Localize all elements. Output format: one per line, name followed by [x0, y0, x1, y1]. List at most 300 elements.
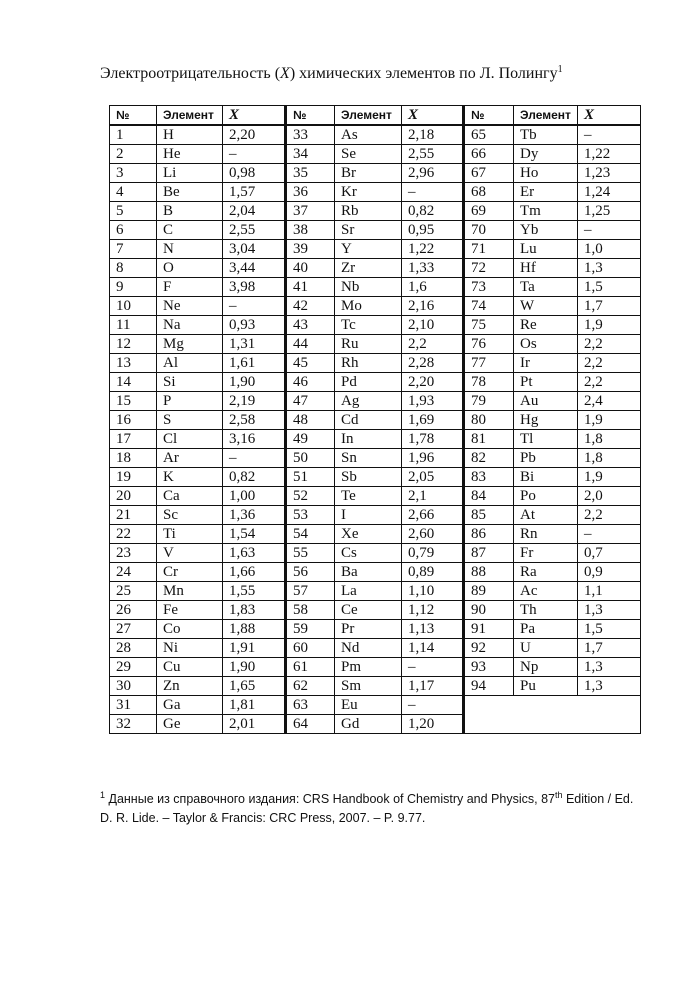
element-electronegativity: 0,89	[402, 563, 464, 582]
element-symbol: Os	[514, 335, 578, 354]
element-symbol: Pd	[335, 373, 402, 392]
element-symbol: Ga	[157, 696, 223, 715]
element-electronegativity: 2,55	[402, 145, 464, 164]
element-number: 82	[464, 449, 514, 468]
table-row	[110, 125, 641, 145]
element-symbol: Kr	[335, 183, 402, 202]
element-number: 52	[286, 487, 335, 506]
element-number: 20	[110, 487, 157, 506]
element-number: 1	[110, 125, 157, 145]
element-number: 55	[286, 544, 335, 563]
element-electronegativity: 1,66	[223, 563, 286, 582]
element-electronegativity: 2,55	[223, 221, 286, 240]
element-electronegativity: 1,96	[402, 449, 464, 468]
element-number: 92	[464, 639, 514, 658]
element-number: 2	[110, 145, 157, 164]
element-symbol: Ge	[157, 715, 223, 734]
element-electronegativity: 1,23	[578, 164, 641, 183]
element-symbol: Y	[335, 240, 402, 259]
element-symbol: Li	[157, 164, 223, 183]
element-symbol: Pa	[514, 620, 578, 639]
element-electronegativity: 2,05	[402, 468, 464, 487]
element-symbol: Sc	[157, 506, 223, 525]
element-symbol: Ba	[335, 563, 402, 582]
element-electronegativity: 1,22	[578, 145, 641, 164]
table-row	[110, 582, 641, 601]
element-symbol: Zn	[157, 677, 223, 696]
element-number: 62	[286, 677, 335, 696]
element-symbol: At	[514, 506, 578, 525]
element-number: 37	[286, 202, 335, 221]
element-symbol: Ti	[157, 525, 223, 544]
element-symbol: U	[514, 639, 578, 658]
table-header-row	[110, 106, 641, 126]
element-symbol: Zr	[335, 259, 402, 278]
table-row	[110, 506, 641, 525]
element-number: 8	[110, 259, 157, 278]
table-body	[110, 125, 641, 734]
element-electronegativity: –	[223, 145, 286, 164]
header-element: Элемент	[157, 106, 223, 126]
element-number: 7	[110, 240, 157, 259]
element-electronegativity: 1,93	[402, 392, 464, 411]
element-symbol: Be	[157, 183, 223, 202]
element-electronegativity: 1,54	[223, 525, 286, 544]
element-number: 75	[464, 316, 514, 335]
element-symbol: O	[157, 259, 223, 278]
element-number: 5	[110, 202, 157, 221]
element-number: 17	[110, 430, 157, 449]
element-electronegativity: 3,16	[223, 430, 286, 449]
element-number: 87	[464, 544, 514, 563]
element-symbol: Tc	[335, 316, 402, 335]
element-electronegativity: 1,57	[223, 183, 286, 202]
element-number: 44	[286, 335, 335, 354]
element-number: 66	[464, 145, 514, 164]
element-electronegativity: 1,24	[578, 183, 641, 202]
element-number: 21	[110, 506, 157, 525]
element-number: 65	[464, 125, 514, 145]
element-electronegativity: 2,66	[402, 506, 464, 525]
element-number: 80	[464, 411, 514, 430]
element-number: 72	[464, 259, 514, 278]
element-electronegativity: 1,69	[402, 411, 464, 430]
element-number: 74	[464, 297, 514, 316]
element-number: 18	[110, 449, 157, 468]
element-number: 39	[286, 240, 335, 259]
element-symbol: Mn	[157, 582, 223, 601]
element-number: 6	[110, 221, 157, 240]
table-row	[110, 240, 641, 259]
element-symbol: Br	[335, 164, 402, 183]
element-electronegativity: 1,8	[578, 449, 641, 468]
element-electronegativity: 1,65	[223, 677, 286, 696]
title-text-before: Электроотрицательность (	[100, 65, 281, 82]
element-electronegativity: 1,78	[402, 430, 464, 449]
element-number: 47	[286, 392, 335, 411]
element-number: 85	[464, 506, 514, 525]
table-row	[110, 449, 641, 468]
element-symbol: Xe	[335, 525, 402, 544]
element-symbol: Si	[157, 373, 223, 392]
element-number: 46	[286, 373, 335, 392]
element-symbol: Ra	[514, 563, 578, 582]
element-symbol: Sr	[335, 221, 402, 240]
element-electronegativity: –	[578, 525, 641, 544]
element-symbol: Re	[514, 316, 578, 335]
element-electronegativity: 2,2	[578, 354, 641, 373]
element-number: 24	[110, 563, 157, 582]
element-symbol: Mo	[335, 297, 402, 316]
element-symbol: S	[157, 411, 223, 430]
element-number: 28	[110, 639, 157, 658]
element-number: 84	[464, 487, 514, 506]
element-number: 48	[286, 411, 335, 430]
element-symbol: I	[335, 506, 402, 525]
element-symbol: Sm	[335, 677, 402, 696]
element-symbol: Na	[157, 316, 223, 335]
element-number: 26	[110, 601, 157, 620]
table-row	[110, 373, 641, 392]
element-electronegativity: 1,83	[223, 601, 286, 620]
element-symbol: C	[157, 221, 223, 240]
element-symbol: Ni	[157, 639, 223, 658]
header-x: X	[402, 106, 464, 126]
element-electronegativity: 0,95	[402, 221, 464, 240]
element-electronegativity: 1,10	[402, 582, 464, 601]
element-electronegativity: 1,7	[578, 297, 641, 316]
element-number: 51	[286, 468, 335, 487]
element-number: 78	[464, 373, 514, 392]
element-symbol: Dy	[514, 145, 578, 164]
element-electronegativity: 1,17	[402, 677, 464, 696]
table-row	[110, 658, 641, 677]
table-row	[110, 411, 641, 430]
table-row	[110, 278, 641, 297]
element-electronegativity: 2,20	[223, 125, 286, 145]
element-symbol: Pb	[514, 449, 578, 468]
element-electronegativity: 2,2	[578, 373, 641, 392]
table-row	[110, 430, 641, 449]
element-number: 73	[464, 278, 514, 297]
element-symbol: Al	[157, 354, 223, 373]
element-number: 12	[110, 335, 157, 354]
element-symbol: Ar	[157, 449, 223, 468]
element-number: 58	[286, 601, 335, 620]
table-row	[110, 354, 641, 373]
element-number: 53	[286, 506, 335, 525]
table-row	[110, 221, 641, 240]
element-electronegativity: 1,9	[578, 468, 641, 487]
element-number: 67	[464, 164, 514, 183]
element-number: 90	[464, 601, 514, 620]
element-symbol: B	[157, 202, 223, 221]
element-electronegativity: 2,28	[402, 354, 464, 373]
element-symbol: F	[157, 278, 223, 297]
header-element: Элемент	[514, 106, 578, 126]
table-row	[110, 696, 641, 715]
table-row	[110, 468, 641, 487]
element-number: 23	[110, 544, 157, 563]
element-electronegativity: 3,04	[223, 240, 286, 259]
element-electronegativity: 1,7	[578, 639, 641, 658]
page-title	[100, 64, 660, 84]
table-row	[110, 297, 641, 316]
element-symbol: Ag	[335, 392, 402, 411]
element-electronegativity: 1,81	[223, 696, 286, 715]
element-electronegativity: –	[402, 696, 464, 715]
element-number: 25	[110, 582, 157, 601]
element-symbol: Te	[335, 487, 402, 506]
element-symbol: Ne	[157, 297, 223, 316]
element-number: 16	[110, 411, 157, 430]
element-number: 71	[464, 240, 514, 259]
table-row	[110, 487, 641, 506]
element-symbol: Gd	[335, 715, 402, 734]
element-number: 94	[464, 677, 514, 696]
element-electronegativity: 1,3	[578, 658, 641, 677]
element-symbol: Cs	[335, 544, 402, 563]
table-row	[110, 525, 641, 544]
table-row	[110, 544, 641, 563]
element-electronegativity: –	[223, 449, 286, 468]
element-symbol: Yb	[514, 221, 578, 240]
element-number: 89	[464, 582, 514, 601]
header-num: №	[110, 106, 157, 126]
element-symbol: Mg	[157, 335, 223, 354]
element-symbol: Tb	[514, 125, 578, 145]
element-symbol: Po	[514, 487, 578, 506]
element-number: 60	[286, 639, 335, 658]
element-symbol: As	[335, 125, 402, 145]
element-symbol: Hg	[514, 411, 578, 430]
element-electronegativity: 2,20	[402, 373, 464, 392]
element-electronegativity: 1,20	[402, 715, 464, 734]
element-number: 35	[286, 164, 335, 183]
element-symbol: Rh	[335, 354, 402, 373]
element-electronegativity: 2,96	[402, 164, 464, 183]
element-number: 38	[286, 221, 335, 240]
element-number: 64	[286, 715, 335, 734]
element-symbol: Cd	[335, 411, 402, 430]
element-symbol: Tl	[514, 430, 578, 449]
element-symbol: He	[157, 145, 223, 164]
element-symbol: W	[514, 297, 578, 316]
element-symbol: Th	[514, 601, 578, 620]
element-electronegativity: 2,4	[578, 392, 641, 411]
element-electronegativity: 2,0	[578, 487, 641, 506]
table-row	[110, 601, 641, 620]
element-symbol: Eu	[335, 696, 402, 715]
element-electronegativity: 1,25	[578, 202, 641, 221]
element-electronegativity: 2,2	[402, 335, 464, 354]
table-row	[110, 145, 641, 164]
element-electronegativity: 2,58	[223, 411, 286, 430]
element-electronegativity: 1,1	[578, 582, 641, 601]
element-symbol: Cr	[157, 563, 223, 582]
element-electronegativity: –	[402, 183, 464, 202]
element-number: 41	[286, 278, 335, 297]
element-electronegativity: 2,19	[223, 392, 286, 411]
element-symbol: N	[157, 240, 223, 259]
element-electronegativity: 1,90	[223, 373, 286, 392]
element-number: 91	[464, 620, 514, 639]
element-electronegativity: 1,00	[223, 487, 286, 506]
footnote-text-end: Edition / Ed. D. R. Lide. – Taylor & Francis: CRC Press, 2007. – P. 9.77.	[100, 792, 634, 825]
element-symbol: Pm	[335, 658, 402, 677]
element-electronegativity: 3,44	[223, 259, 286, 278]
element-electronegativity: 1,90	[223, 658, 286, 677]
element-symbol: Pu	[514, 677, 578, 696]
footnote-text: Данные из справочного издания: CRS Handbook of Chemistry and Physics, 87	[105, 792, 555, 806]
table-row	[110, 335, 641, 354]
element-number: 93	[464, 658, 514, 677]
element-symbol: Ac	[514, 582, 578, 601]
element-number: 83	[464, 468, 514, 487]
element-electronegativity: 1,91	[223, 639, 286, 658]
element-number: 3	[110, 164, 157, 183]
element-symbol: P	[157, 392, 223, 411]
element-symbol: Lu	[514, 240, 578, 259]
element-symbol: Bi	[514, 468, 578, 487]
element-number: 45	[286, 354, 335, 373]
element-number: 59	[286, 620, 335, 639]
element-electronegativity: –	[402, 658, 464, 677]
element-number: 49	[286, 430, 335, 449]
element-electronegativity: 0,79	[402, 544, 464, 563]
element-number: 34	[286, 145, 335, 164]
element-number: 63	[286, 696, 335, 715]
element-symbol: V	[157, 544, 223, 563]
element-number: 77	[464, 354, 514, 373]
element-number: 11	[110, 316, 157, 335]
element-symbol: In	[335, 430, 402, 449]
element-electronegativity: –	[578, 221, 641, 240]
element-electronegativity: 1,3	[578, 259, 641, 278]
element-symbol: Fe	[157, 601, 223, 620]
header-num: №	[464, 106, 514, 126]
element-number: 88	[464, 563, 514, 582]
element-electronegativity: 2,04	[223, 202, 286, 221]
footnote-superscript: th	[554, 790, 563, 800]
table-row	[110, 620, 641, 639]
element-electronegativity: 2,18	[402, 125, 464, 145]
element-number: 30	[110, 677, 157, 696]
element-symbol: Se	[335, 145, 402, 164]
element-symbol: Sn	[335, 449, 402, 468]
table-row	[110, 563, 641, 582]
element-symbol: Hf	[514, 259, 578, 278]
element-electronegativity: 1,33	[402, 259, 464, 278]
element-number: 13	[110, 354, 157, 373]
element-number: 10	[110, 297, 157, 316]
header-element: Элемент	[335, 106, 402, 126]
element-electronegativity: 2,2	[578, 335, 641, 354]
table-row	[110, 677, 641, 696]
element-electronegativity: 1,3	[578, 677, 641, 696]
element-number: 69	[464, 202, 514, 221]
element-symbol: Tm	[514, 202, 578, 221]
element-symbol: Cu	[157, 658, 223, 677]
element-symbol: Ca	[157, 487, 223, 506]
element-symbol: Ho	[514, 164, 578, 183]
element-electronegativity: 0,82	[402, 202, 464, 221]
element-number: 50	[286, 449, 335, 468]
element-symbol: Pr	[335, 620, 402, 639]
element-electronegativity: 1,3	[578, 601, 641, 620]
element-number: 86	[464, 525, 514, 544]
element-electronegativity: –	[223, 297, 286, 316]
table-row	[110, 316, 641, 335]
element-number: 31	[110, 696, 157, 715]
element-electronegativity: 1,14	[402, 639, 464, 658]
element-symbol: Fr	[514, 544, 578, 563]
element-electronegativity: 1,0	[578, 240, 641, 259]
element-symbol: La	[335, 582, 402, 601]
element-number: 57	[286, 582, 335, 601]
element-symbol: Cl	[157, 430, 223, 449]
element-electronegativity: 1,63	[223, 544, 286, 563]
element-symbol: Au	[514, 392, 578, 411]
table-row	[110, 639, 641, 658]
element-number: 32	[110, 715, 157, 734]
element-number: 40	[286, 259, 335, 278]
element-electronegativity: 1,5	[578, 278, 641, 297]
table-row	[110, 202, 641, 221]
element-electronegativity: 1,5	[578, 620, 641, 639]
element-symbol: Er	[514, 183, 578, 202]
element-symbol: Co	[157, 620, 223, 639]
element-number: 70	[464, 221, 514, 240]
element-electronegativity: 2,10	[402, 316, 464, 335]
element-number: 29	[110, 658, 157, 677]
element-number: 43	[286, 316, 335, 335]
element-symbol: Ru	[335, 335, 402, 354]
element-number: 22	[110, 525, 157, 544]
element-number: 4	[110, 183, 157, 202]
element-number: 9	[110, 278, 157, 297]
element-electronegativity: 1,9	[578, 316, 641, 335]
title-footnote-mark: 1	[557, 64, 563, 75]
element-number: 79	[464, 392, 514, 411]
element-symbol: Ce	[335, 601, 402, 620]
element-electronegativity: 1,55	[223, 582, 286, 601]
electronegativity-table	[109, 105, 641, 734]
element-electronegativity: 2,60	[402, 525, 464, 544]
element-number: 36	[286, 183, 335, 202]
element-electronegativity: 1,12	[402, 601, 464, 620]
element-electronegativity: 1,88	[223, 620, 286, 639]
title-symbol: X	[280, 65, 290, 82]
element-number: 81	[464, 430, 514, 449]
element-number: 68	[464, 183, 514, 202]
header-x: X	[223, 106, 286, 126]
table-row	[110, 259, 641, 278]
element-symbol: Pt	[514, 373, 578, 392]
element-symbol: Nb	[335, 278, 402, 297]
element-number: 19	[110, 468, 157, 487]
element-number: 15	[110, 392, 157, 411]
element-electronegativity: 2,2	[578, 506, 641, 525]
table-row	[110, 183, 641, 202]
element-symbol: Sb	[335, 468, 402, 487]
element-electronegativity: 1,22	[402, 240, 464, 259]
table-row	[110, 392, 641, 411]
element-number: 27	[110, 620, 157, 639]
footnote-mark: 1	[100, 790, 106, 800]
element-electronegativity: 2,01	[223, 715, 286, 734]
empty-cell	[464, 696, 641, 734]
